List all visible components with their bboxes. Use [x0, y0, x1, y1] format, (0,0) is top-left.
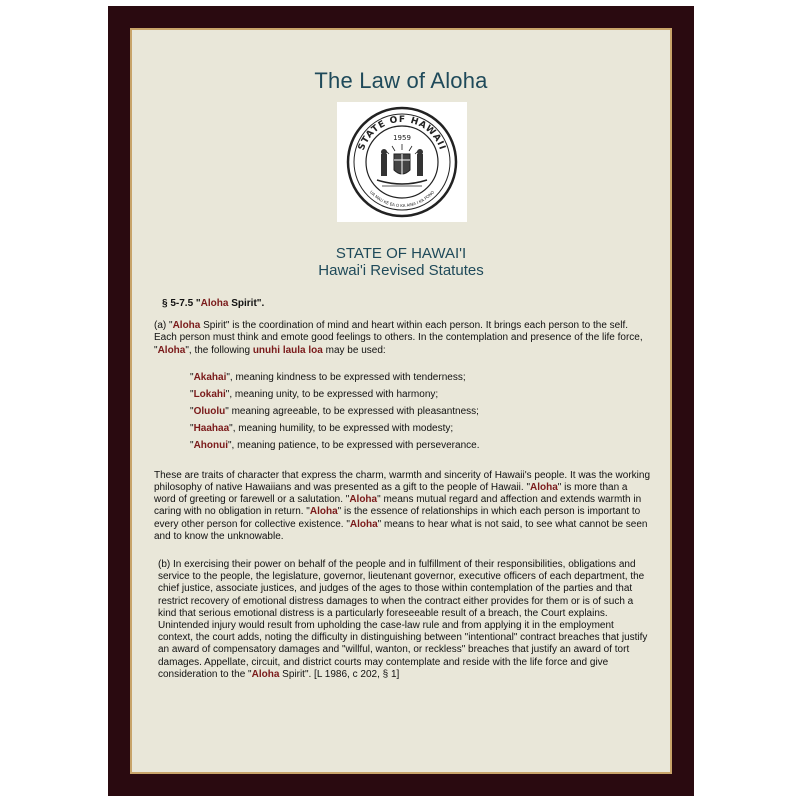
seal-motto: UA MAU KE EA O KA AINA I KA PONO: [368, 189, 436, 209]
page-title: The Law of Aloha: [314, 68, 488, 93]
traits-list: [190, 369, 650, 454]
picture-frame: [108, 6, 694, 796]
section-heading: § 5-7.5 "Aloha Spirit".: [162, 298, 265, 309]
document-mat: [130, 28, 672, 774]
statute-body: [154, 298, 650, 681]
paragraph-a: (a) "Aloha Spirit" is the coordination of mind and heart within each person. It brings each person to the self. Each person must think and emote good feelings to others. In the contemplation and presence of the life force, "Aloha", the following unuhi laula loa may be used:: [154, 320, 643, 356]
paragraph-traits: These are traits of character that express the charm, warmth and sincerity of Hawaii's people. It was the working philosophy of native Hawaiians and was presented as a gift to the people of Hawaii. "Aloha" is more than a word of greeting or farewell or a salutation. "Aloha" means mutual regard and affection and extends warmth in caring with no obligation in return. "Aloha" is the essence of relationships in which each person is important to every other person for collective existence. "Aloha" means to hear what is not said, to see what cannot be seen and to know the unknowable.: [154, 469, 651, 542]
list-item: "Akahai", meaning kindness to be expressed with tenderness;: [190, 371, 466, 383]
list-item: "Haahaa", meaning humility, to be expressed with modesty;: [190, 422, 454, 434]
list-item: "Oluolu" meaning agreeable, to be expressed with pleasantness;: [190, 405, 479, 417]
list-item: "Lokahi", meaning unity, to be expressed with harmony;: [190, 388, 439, 400]
list-item: "Ahonui", meaning patience, to be expressed with perseverance.: [190, 439, 480, 451]
seal-year: 1959: [393, 134, 411, 142]
state-seal-image: [337, 102, 467, 222]
state-heading: STATE OF HAWAI'I: [335, 245, 467, 262]
seal-ring-text: STATE OF HAWAII: [356, 114, 448, 152]
paragraph-b: (b) In exercising their power on behalf of the people and in fulfillment of their responsibilities, obligations and service to the people, the legislature, governor, lieutenant governor, executive officers of each department, the chief justice, associate justices, and judges of the ages to those within contemplation of the parties and that restrict recovery of emotional distress damages to when the contract either provides for them or is of such a kind that serious emotional distress is a particularly foreseeable result of a breach, the Court explains. Unintended injury would result from upholding the case-law rule and from applying it in the employment context, the court adds, noting the difficulty in distinguishing between "intentional" contract breaches that justify an award of compensatory damages and "willful, wanton, or reckless" breaches that justify an award of tort damages. Appellate, circuit, and district courts may contemplate and reside with the life force and give consideration to the "Aloha Spirit". [L 1986, c 202, § 1]: [158, 559, 648, 680]
statutes-heading: Hawai'i Revised Statutes: [318, 262, 484, 279]
state-seal-icon: [337, 102, 467, 222]
